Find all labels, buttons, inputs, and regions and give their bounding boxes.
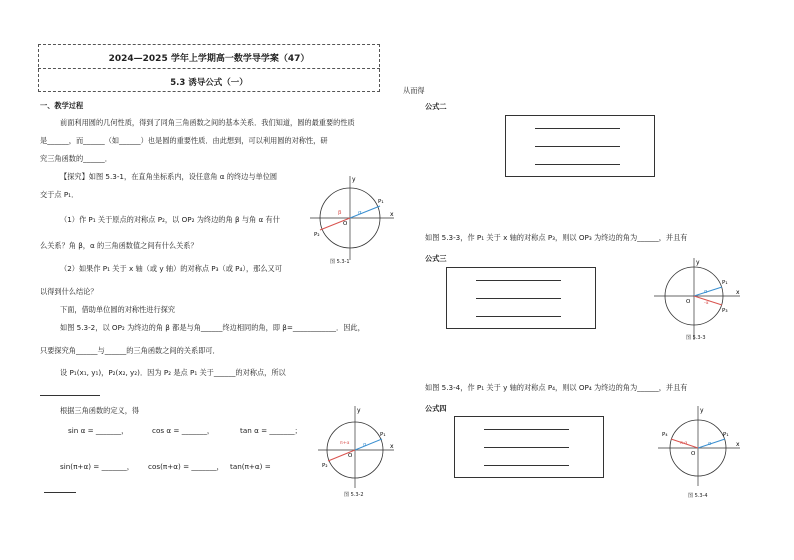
figure-5-3-4 xyxy=(656,404,742,488)
minus-alpha-label: -α xyxy=(704,301,709,306)
y-label: y xyxy=(700,407,704,414)
y-label: y xyxy=(357,407,361,414)
alpha-label: α xyxy=(708,441,712,447)
explore-line1: 【探究】如图 5.3-1，在直角坐标系内，设任意角 α 的终边与单位圆 xyxy=(60,172,278,181)
para1-line2: 是______，而______（如______）也是圆的重要性质．由此想到，可以利用圆的对称性，研 xyxy=(40,136,328,145)
p1-label: P₁ xyxy=(723,432,729,438)
fig1-caption: 图 5.3-1 xyxy=(330,259,350,265)
p1-label: P₁ xyxy=(380,432,386,438)
figure-5-3-3 xyxy=(652,256,742,342)
fig4-caption: 图 5.3-4 xyxy=(688,493,708,499)
terminal-ray-alpha xyxy=(694,287,722,296)
formula2-heading: 公式二 xyxy=(425,102,447,111)
x-label: x xyxy=(736,289,740,296)
para1-line3: 究三角函数的______． xyxy=(40,154,112,163)
tan-alpha: tan α = _______； xyxy=(240,426,302,435)
sin-alpha: sin α = _______， xyxy=(68,426,129,435)
sin-pi-plus-alpha: sin(π+α) = _______， xyxy=(60,462,134,471)
formula4-line3 xyxy=(484,465,569,466)
from-this-text: 从而得 xyxy=(403,86,425,95)
origin-label: O xyxy=(348,453,353,459)
alpha-label: α xyxy=(704,289,708,295)
definition-text: 根据三角函数的定义，得 xyxy=(60,406,140,415)
question2-line1: （2）如果作 P₁ 关于 x 轴（或 y 轴）的对称点 P₃（或 P₄），那么又可 xyxy=(60,264,282,273)
fig3-caption: 图 5.3-3 xyxy=(686,335,706,341)
beta-label: β xyxy=(338,210,342,216)
x-label: x xyxy=(736,441,740,448)
header-divider xyxy=(38,68,380,69)
formula4-heading: 公式四 xyxy=(425,404,447,413)
next-step-text: 下面，借助单位圆的对称性进行探究 xyxy=(60,305,176,314)
formula2-line2 xyxy=(535,146,620,147)
para1-line1: 前面利用圆的几何性质，得到了同角三角函数之间的基本关系．我们知道，圆的最重要的性质 xyxy=(60,118,355,127)
question1-line2: 么关系？角 β，α 的三角函数值之间有什么关系？ xyxy=(40,241,198,250)
fig2-text-line1: 如图 5.3-2，以 OP₂ 为终边的角 β 都是与角______终边相同的角，即 β=____________．因此， xyxy=(60,323,365,332)
pi-minus-alpha-label: π-α xyxy=(680,441,688,446)
x-label: x xyxy=(390,211,394,218)
cos-pi-plus-alpha: cos(π+α) = _______， xyxy=(148,462,224,471)
formula3-line2 xyxy=(476,298,561,299)
lesson-title: 5.3 诱导公式（一） xyxy=(170,78,248,88)
y-label: y xyxy=(696,259,700,266)
alpha-label: α xyxy=(358,210,362,216)
formula4-line2 xyxy=(484,447,569,448)
question2-line2: 以得到什么结论？ xyxy=(40,287,98,296)
explore-line2: 交于点 P₁． xyxy=(40,190,79,199)
formula3-line1 xyxy=(476,280,561,281)
alpha-label: α xyxy=(363,442,367,448)
fig2-text-line2: 只要探究角______与______的三角函数之间的关系即可． xyxy=(40,346,220,355)
pi-plus-alpha-label: π+α xyxy=(340,441,350,446)
formula2-line1 xyxy=(535,128,620,129)
origin-label: O xyxy=(686,299,691,305)
formula4-line1 xyxy=(484,429,569,430)
coords-blank-line xyxy=(40,395,100,396)
fig4-text: 如图 5.3-4，作 P₁ 关于 y 轴的对称点 P₄，则以 OP₄ 为终边的角为______，并且有 xyxy=(425,383,688,392)
fig2-caption: 图 5.3-2 xyxy=(344,492,364,498)
terminal-ray-alpha xyxy=(698,439,725,448)
figure-5-3-2 xyxy=(314,404,396,490)
tan-pi-plus-alpha: tan(π+α) = xyxy=(230,462,271,471)
terminal-ray-alpha xyxy=(350,206,380,218)
question1-line1: （1）作 P₁ 关于原点的对称点 P₂，以 OP₂ 为终边的角 β 与角 α 有什 xyxy=(60,215,280,224)
formula3-line3 xyxy=(476,316,561,317)
y-label: y xyxy=(352,176,356,183)
p4-label: P₄ xyxy=(662,432,668,438)
tan-blank-line xyxy=(44,492,76,493)
origin-label: O xyxy=(691,451,696,457)
p1-label: P₁ xyxy=(378,199,384,205)
coords-line1: 设 P₁(x₁, y₁)，P₂(x₂, y₂)．因为 P₂ 是点 P₁ 关于______的对称点，所以 xyxy=(60,368,286,377)
terminal-ray-alpha xyxy=(355,439,382,450)
fig3-text: 如图 5.3-3，作 P₁ 关于 x 轴的对称点 P₃，则以 OP₃ 为终边的角为______，并且有 xyxy=(425,233,688,242)
p3-label: P₃ xyxy=(722,308,728,314)
section-heading: 一、教学过程 xyxy=(40,101,84,110)
formula3-heading: 公式三 xyxy=(425,254,447,263)
page-title: 2024—2025 学年上学期高一数学导学案（47） xyxy=(108,54,310,64)
figure-5-3-1 xyxy=(306,172,398,264)
origin-label: O xyxy=(343,221,348,227)
p1-label: P₁ xyxy=(722,280,728,286)
cos-alpha: cos α = _______， xyxy=(152,426,215,435)
p2-label: P₂ xyxy=(314,232,320,238)
x-label: x xyxy=(390,443,394,450)
formula2-line3 xyxy=(535,164,620,165)
p2-label: P₂ xyxy=(322,463,328,469)
